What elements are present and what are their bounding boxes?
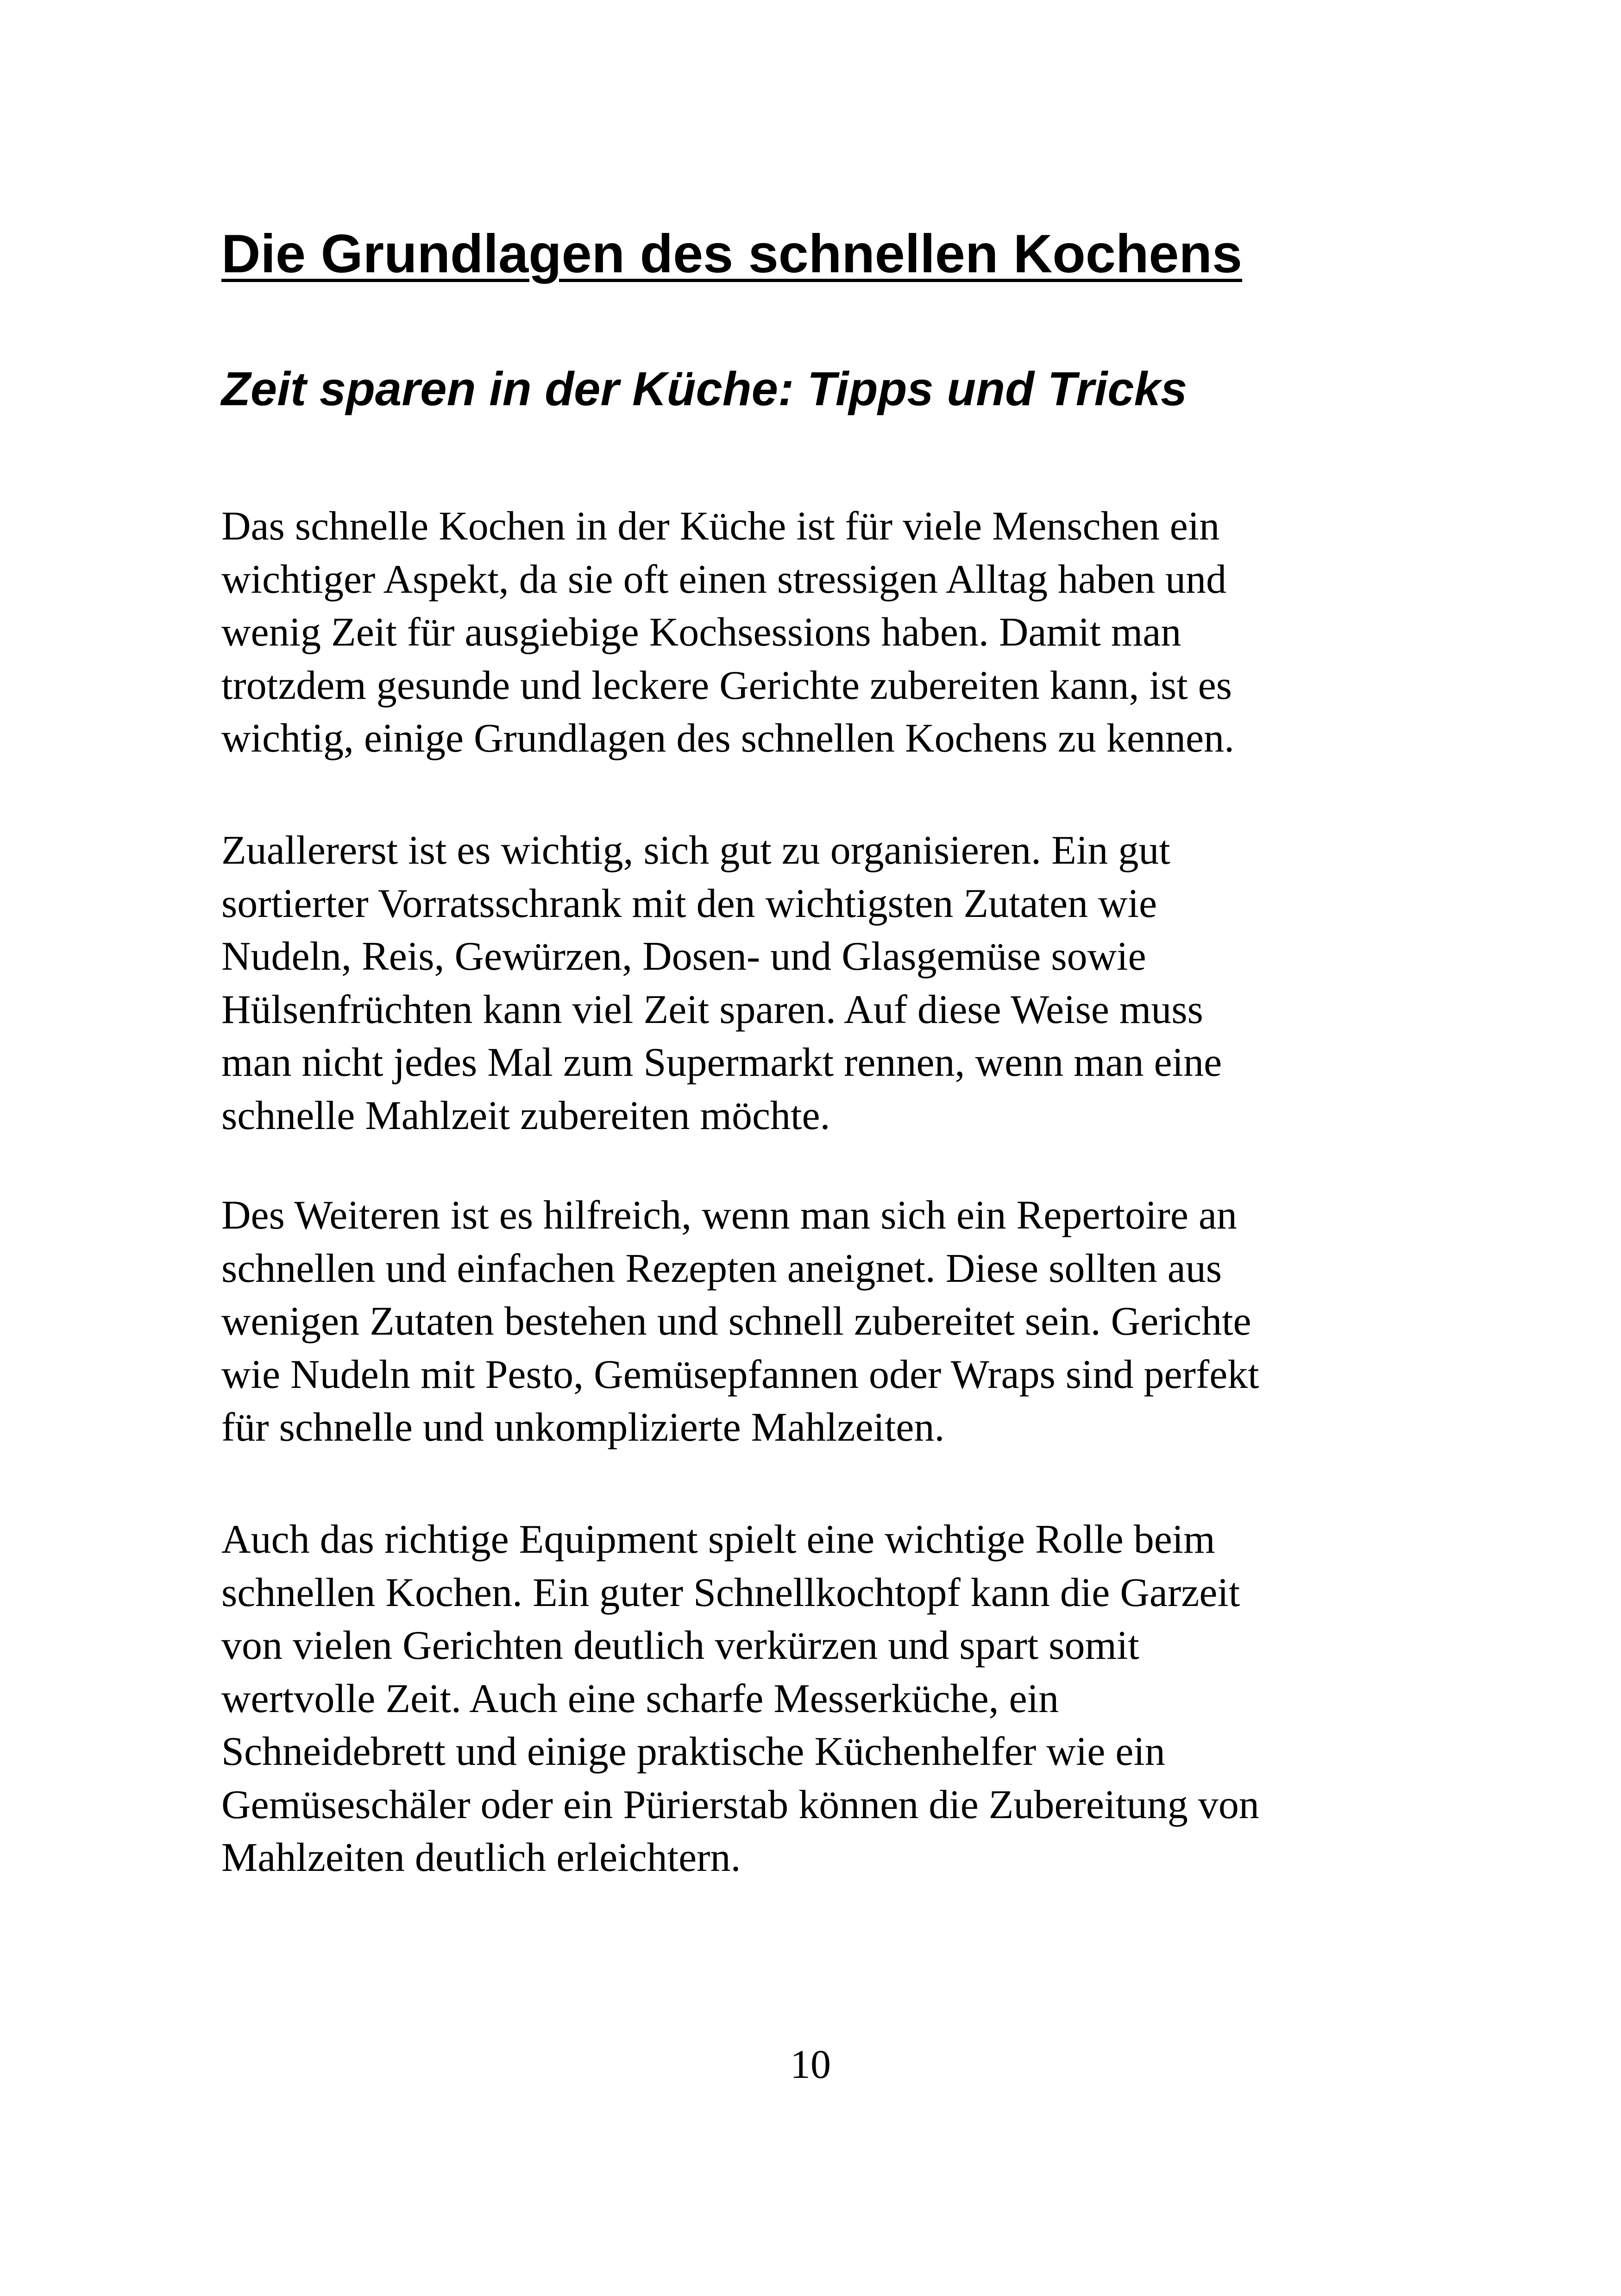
paragraph-line: wertvolle Zeit. Auch eine scharfe Messerküche, ein (221, 1676, 1059, 1721)
paragraph-line: Auch das richtige Equipment spielt eine wichtige Rolle beim (221, 1517, 1215, 1562)
paragraph-line: Des Weiteren ist es hilfreich, wenn man sich ein Repertoire an (221, 1193, 1237, 1238)
paragraph-4 (221, 1513, 1435, 1885)
paragraph-line: sortierter Vorratsschrank mit den wichtigsten Zutaten wie (221, 881, 1157, 926)
paragraph-line: Nudeln, Reis, Gewürzen, Dosen- und Glasgemüse sowie (221, 934, 1146, 979)
paragraph-line: Gemüseschäler oder ein Pürierstab können die Zubereitung von (221, 1782, 1259, 1827)
page-number: 10 (790, 2042, 831, 2087)
paragraph-line: schnelle Mahlzeit zubereiten möchte. (221, 1093, 830, 1138)
chapter-title: Die Grundlagen des schnellen Kochens (221, 223, 1243, 284)
section-title: Zeit sparen in der Küche: Tipps und Tricks (221, 362, 1187, 415)
paragraph-2 (221, 824, 1435, 1142)
paragraph-line: Zuallererst ist es wichtig, sich gut zu organisieren. Ein gut (221, 828, 1170, 873)
paragraph-line: wichtig, einige Grundlagen des schnellen Kochens zu kennen. (221, 716, 1235, 761)
paragraph-3 (221, 1189, 1435, 1455)
paragraph-line: wenigen Zutaten bestehen und schnell zubereitet sein. Gerichte (221, 1299, 1251, 1344)
paragraph-line: schnellen Kochen. Ein guter Schnellkochtopf kann die Garzeit (221, 1570, 1240, 1615)
paragraph-line: trotzdem gesunde und leckere Gerichte zubereiten kann, ist es (221, 663, 1232, 708)
paragraph-line: Hülsenfrüchten kann viel Zeit sparen. Auf diese Weise muss (221, 987, 1203, 1032)
paragraph-line: man nicht jedes Mal zum Supermarkt rennen, wenn man eine (221, 1040, 1222, 1085)
paragraph-1 (221, 500, 1435, 765)
paragraph-line: wichtiger Aspekt, da sie oft einen stressigen Alltag haben und (221, 557, 1227, 602)
paragraph-line: Mahlzeiten deutlich erleichtern. (221, 1835, 741, 1880)
paragraph-line: Das schnelle Kochen in der Küche ist für viele Menschen ein (221, 504, 1220, 549)
paragraph-line: wenig Zeit für ausgiebige Kochsessions haben. Damit man (221, 610, 1181, 655)
paragraph-line: schnellen und einfachen Rezepten aneignet. Diese sollten aus (221, 1246, 1222, 1291)
paragraph-line: wie Nudeln mit Pesto, Gemüsepfannen oder Wraps sind perfekt (221, 1352, 1259, 1397)
paragraph-line: für schnelle und unkomplizierte Mahlzeiten. (221, 1405, 945, 1450)
paragraph-line: Schneidebrett und einige praktische Küchenhelfer wie ein (221, 1729, 1165, 1774)
paragraph-line: von vielen Gerichten deutlich verkürzen und spart somit (221, 1623, 1139, 1668)
